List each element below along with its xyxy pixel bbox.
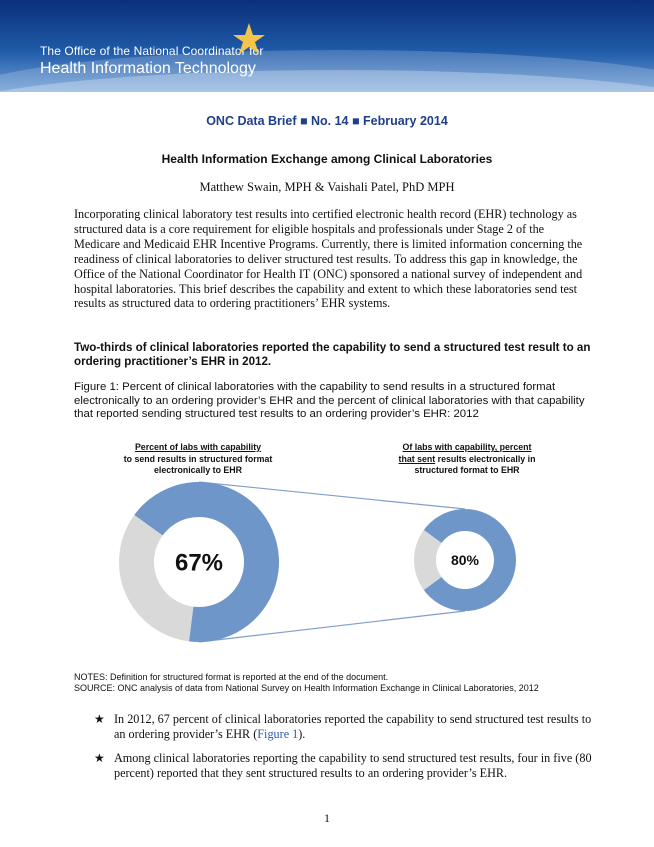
source-text: SOURCE: ONC analysis of data from National Survey on Health Information Exchange in Clinical Laboratories, 2012 bbox=[74, 682, 539, 693]
right-chart-label-underlined: Of labs with capability, percent bbox=[402, 442, 532, 452]
donut-left bbox=[119, 482, 279, 642]
right-chart-label-rest: results electronically in structured format to EHR bbox=[414, 453, 536, 475]
page-number: 1 bbox=[324, 811, 330, 825]
intro-paragraph: Incorporating clinical laboratory test results into certified electronic health record (EHR) technology as structured data is a core requirement for eligible hospitals and professionals under Stage 2 of the Medicare and Medicaid EHR Incentive Programs. Currently, there is limited information concerning the readiness of clinical laboratories to deliver structured test results. To address this gap in knowledge, the Office of the National Coordinator for Health IT (ONC) sponsored a national survey of independent and hospital laboratories. This brief describes the capability and extent to which these laboratories send test results as structured data to ordering practitioners’ EHR systems. bbox=[74, 207, 583, 311]
left-chart-label-rest: to send results in structured format electronically to EHR bbox=[123, 453, 273, 475]
authors: Matthew Swain, MPH & Vaishali Patel, PhD MPH bbox=[199, 180, 455, 194]
finding-bullet bbox=[94, 751, 594, 781]
brief-title: ONC Data Brief ■ No. 14 ■ February 2014 bbox=[206, 114, 448, 128]
bullet-star-icon: ★ bbox=[94, 751, 105, 765]
donut-center-label: 80% bbox=[450, 551, 480, 568]
finding-text: Among clinical laboratories reporting the capability to send structured test results, four in five (80 percent) reported that they sent structured results to an ordering provider’s EHR. bbox=[114, 751, 592, 780]
key-findings bbox=[94, 712, 594, 790]
left-chart-label-underlined: Percent of labs with capability bbox=[134, 442, 262, 452]
page-title: Health Information Exchange among Clinical Laboratories bbox=[161, 152, 493, 166]
right-chart-label-underlined-2: that sent bbox=[398, 453, 436, 464]
org-name-line1: The Office of the National Coordinator for bbox=[40, 44, 264, 58]
notes-text: NOTES: Definition for structured format is reported at the end of the document. bbox=[74, 672, 389, 682]
finding-text: In 2012, 67 percent of clinical laboratories reported the capability to send structured test results to an ordering provider’s EHR ( bbox=[114, 712, 592, 741]
org-name-line2: Health Information Technology bbox=[40, 60, 256, 77]
section-heading: Two-thirds of clinical laboratories reported the capability to send a structured test result to an ordering practitioner’s EHR in 2012. bbox=[74, 341, 591, 368]
donut-right bbox=[414, 509, 516, 611]
donut-slice-without-capability bbox=[119, 515, 193, 641]
donut-center-label: 67% bbox=[174, 549, 224, 577]
finding-text-end: ). bbox=[298, 727, 306, 741]
figure-caption: Figure 1: Percent of clinical laboratories with the capability to send results in a structured format electronically to an ordering provider’s EHR and the percent of clinical laboratories with that capability that reported sending structured test results to an ordering provider’s EHR: 2012 bbox=[74, 381, 585, 421]
figure-1-link[interactable]: Figure 1 bbox=[257, 727, 299, 741]
figure-notes bbox=[74, 672, 614, 694]
finding-bullet bbox=[94, 712, 594, 742]
bullet-star-icon: ★ bbox=[94, 712, 105, 726]
